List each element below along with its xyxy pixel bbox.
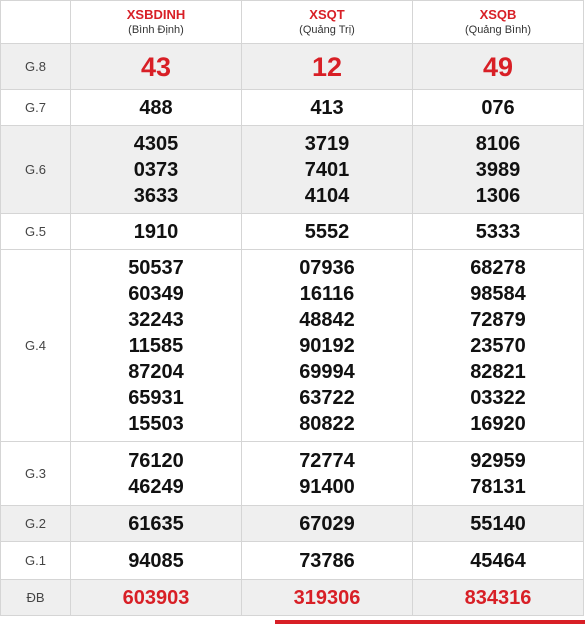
- prize-cell: [413, 542, 584, 580]
- prize-cell: [413, 580, 584, 616]
- prize-cell: [242, 442, 413, 506]
- bottom-accent-bar: [275, 620, 585, 624]
- prize-number: 72774: [299, 449, 355, 472]
- prize-number: 4305: [133, 132, 179, 155]
- prize-number: 72879: [470, 308, 526, 331]
- prize-number: 78131: [470, 475, 526, 498]
- prize-number: 3719: [304, 132, 350, 155]
- prize-number: 3633: [133, 184, 179, 207]
- province-name: (Quảng Bình): [464, 24, 532, 36]
- prize-cell: [242, 506, 413, 542]
- prize-label: G.6: [1, 126, 71, 214]
- prize-number: 94085: [128, 549, 184, 572]
- prize-cell: [71, 542, 242, 580]
- prize-number: 80822: [299, 412, 355, 435]
- prize-number: 413: [310, 96, 344, 119]
- prize-cell: [242, 542, 413, 580]
- prize-number: 16920: [470, 412, 526, 435]
- prize-cell: [413, 214, 584, 250]
- header-province-2[interactable]: [242, 1, 413, 44]
- prize-cell: [413, 250, 584, 442]
- prize-label: G.7: [1, 90, 71, 126]
- prize-number: 50537: [128, 256, 184, 279]
- prize-cell: [71, 44, 242, 90]
- prize-cell: [71, 90, 242, 126]
- prize-row-g6: [1, 126, 584, 214]
- prize-number: 55140: [470, 512, 526, 535]
- special-prize-number: 603903: [122, 586, 190, 609]
- prize-number: 0373: [133, 158, 179, 181]
- prize-number: 3989: [475, 158, 521, 181]
- prize-cell: [413, 506, 584, 542]
- prize-number: 63722: [299, 386, 355, 409]
- prize-cell: [413, 44, 584, 90]
- prize-cell: [71, 250, 242, 442]
- province-name: (Bình Định): [128, 24, 184, 36]
- prize-cell: [71, 126, 242, 214]
- prize-number: 07936: [299, 256, 355, 279]
- province-name: (Quảng Trị): [299, 24, 355, 36]
- prize-number: 46249: [128, 475, 184, 498]
- prize-row-g5: [1, 214, 584, 250]
- prize-number: 49: [482, 51, 514, 82]
- prize-number: 87204: [128, 360, 184, 383]
- prize-label: G.8: [1, 44, 71, 90]
- prize-number: 48842: [299, 308, 355, 331]
- prize-label: G.4: [1, 250, 71, 442]
- prize-cell: [242, 250, 413, 442]
- prize-number: 76120: [128, 449, 184, 472]
- prize-label: G.2: [1, 506, 71, 542]
- prize-cell: [242, 126, 413, 214]
- prize-cell: [413, 126, 584, 214]
- prize-label: G.5: [1, 214, 71, 250]
- prize-number: 8106: [475, 132, 521, 155]
- prize-row-g7: [1, 90, 584, 126]
- prize-number: 5333: [475, 220, 521, 243]
- prize-cell: [71, 506, 242, 542]
- special-prize-number: 834316: [464, 586, 532, 609]
- prize-number: 7401: [304, 158, 350, 181]
- prize-number: 32243: [128, 308, 184, 331]
- prize-row-g4: [1, 250, 584, 442]
- prize-number: 1910: [133, 220, 179, 243]
- prize-row-g1: [1, 542, 584, 580]
- prize-number: 23570: [470, 334, 526, 357]
- prize-cell: [413, 90, 584, 126]
- prize-number: 11585: [128, 334, 184, 357]
- prize-number: 98584: [470, 282, 526, 305]
- prize-number: 68278: [470, 256, 526, 279]
- prize-number: 61635: [128, 512, 184, 535]
- header-row: [1, 1, 584, 44]
- prize-number: 488: [139, 96, 173, 119]
- header-province-1[interactable]: [71, 1, 242, 44]
- prize-number: 15503: [128, 412, 184, 435]
- prize-row-g8: [1, 44, 584, 90]
- prize-row-g2: [1, 506, 584, 542]
- prize-label: ĐB: [1, 580, 71, 616]
- prize-number: 16116: [299, 282, 355, 305]
- prize-cell: [71, 442, 242, 506]
- prize-number: 92959: [470, 449, 526, 472]
- prize-number: 82821: [470, 360, 526, 383]
- prize-number: 4104: [304, 184, 350, 207]
- prize-number: 90192: [299, 334, 355, 357]
- prize-label: G.3: [1, 442, 71, 506]
- prize-number: 43: [140, 51, 172, 82]
- special-prize-number: 319306: [293, 586, 361, 609]
- prize-row-g3: [1, 442, 584, 506]
- prize-number: 60349: [128, 282, 184, 305]
- prize-cell: [413, 442, 584, 506]
- header-corner: [1, 1, 71, 44]
- prize-cell: [242, 214, 413, 250]
- province-code[interactable]: XSQB: [479, 7, 517, 22]
- prize-number: 12: [311, 51, 343, 82]
- prize-number: 65931: [128, 386, 184, 409]
- prize-cell: [242, 580, 413, 616]
- header-province-3[interactable]: [413, 1, 584, 44]
- prize-row-special: [1, 580, 584, 616]
- prize-number: 91400: [299, 475, 355, 498]
- prize-number: 45464: [470, 549, 526, 572]
- prize-number: 69994: [299, 360, 355, 383]
- province-code[interactable]: XSBDINH: [126, 7, 186, 22]
- prize-number: 5552: [304, 220, 350, 243]
- prize-number: 03322: [470, 386, 526, 409]
- prize-number: 67029: [299, 512, 355, 535]
- prize-cell: [71, 580, 242, 616]
- prize-number: 1306: [475, 184, 521, 207]
- prize-label: G.1: [1, 542, 71, 580]
- prize-cell: [71, 214, 242, 250]
- prize-number: 73786: [299, 549, 355, 572]
- province-code[interactable]: XSQT: [309, 7, 345, 22]
- prize-cell: [242, 44, 413, 90]
- prize-cell: [242, 90, 413, 126]
- prize-number: 076: [481, 96, 515, 119]
